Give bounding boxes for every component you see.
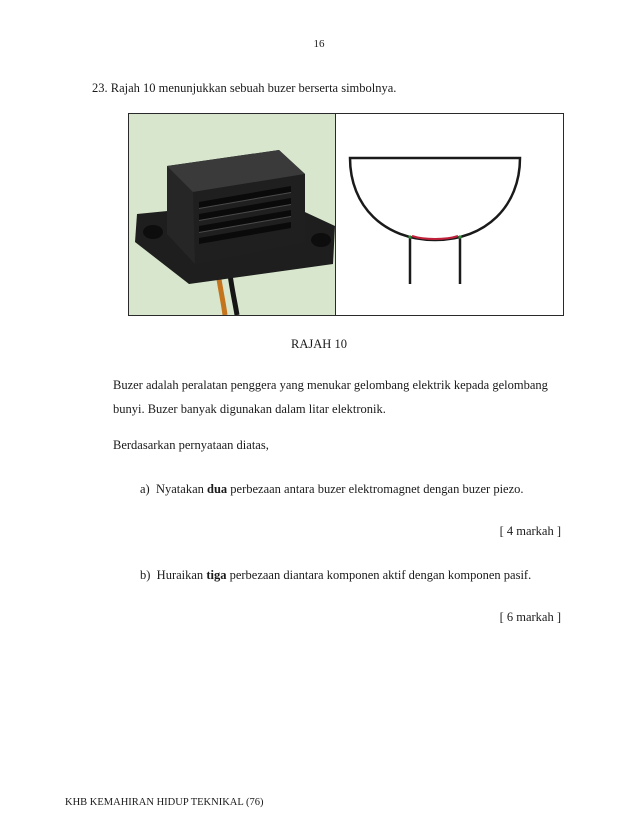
part-a-text-before: Nyatakan [155, 482, 207, 496]
figure-rajah-10 [128, 113, 564, 316]
part-b-question [140, 568, 531, 583]
question-text: 23. Rajah 10 menunjukkan sebuah buzer berserta simbolnya. [92, 81, 397, 95]
part-a-text-after: perbezaan antara buzer elektromagnet dengan buzer piezo. [227, 482, 524, 496]
buzzer-photo-illustration [129, 114, 335, 315]
part-a-question [140, 482, 524, 497]
paragraph-line-2: bunyi. Buzer banyak digunakan dalam litar elektronik. [113, 402, 386, 416]
page-footer: KHB KEMAHIRAN HIDUP TEKNIKAL (76) [65, 797, 264, 808]
buzzer-symbol-drawing [336, 114, 563, 315]
page-number: 16 [313, 38, 325, 50]
statement-text: Berdasarkan pernyataan diatas, [113, 438, 269, 452]
part-a-marks: [ 4 markah ] [499, 524, 561, 538]
part-a-keyword: dua [207, 482, 228, 496]
buzzer-symbol [336, 114, 563, 315]
part-b-text-before: Huraikan [156, 568, 207, 582]
part-b-label: b) [140, 568, 151, 582]
part-b-keyword: tiga [206, 568, 227, 582]
buzzer-photo [129, 114, 335, 315]
figure-caption: RAJAH 10 [291, 337, 347, 351]
part-b-marks: [ 6 markah ] [499, 610, 561, 624]
part-b-text-after: perbezaan diantara komponen aktif dengan komponen pasif. [226, 568, 532, 582]
paragraph-line-1: Buzer adalah peralatan penggera yang menukar gelombang elektrik kepada gelombang [113, 378, 548, 392]
part-a-label: a) [140, 482, 150, 496]
